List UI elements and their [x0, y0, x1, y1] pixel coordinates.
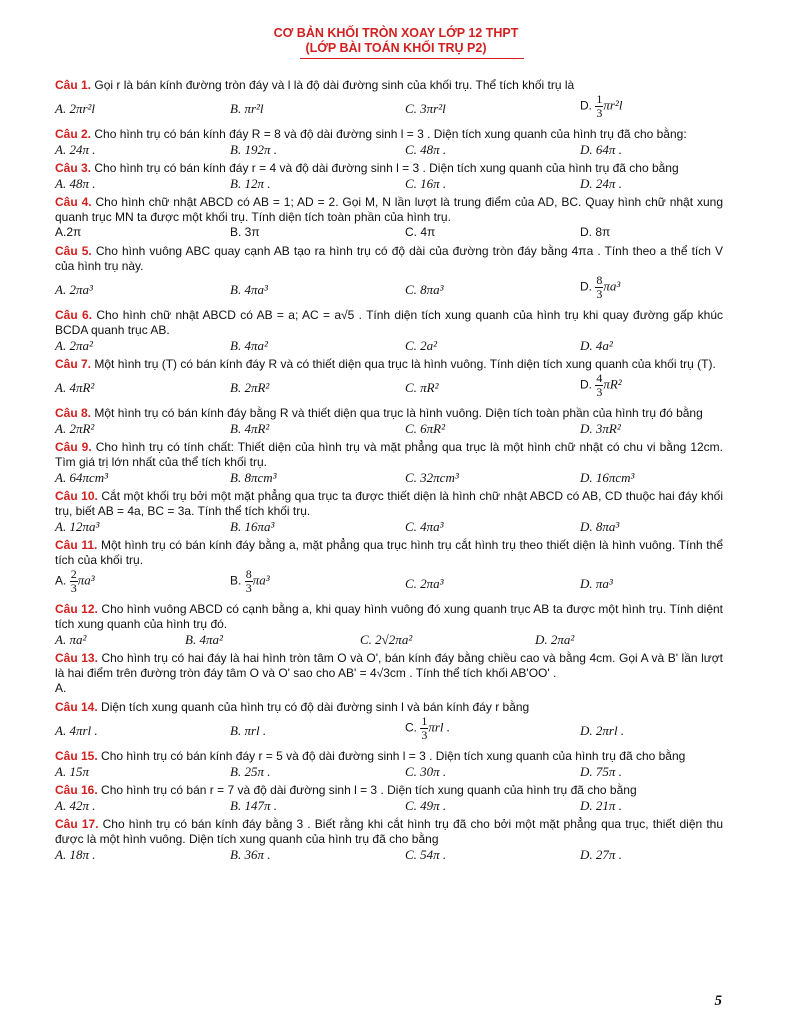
question-3: Câu 3. Cho hình trụ có bán kính đáy r = 4 và độ dài đường sinh l = 3 . Diện tích xung quanh của hình trụ đã cho bằng: [55, 161, 679, 175]
option-a[interactable]: A. 42π .: [55, 798, 96, 813]
question-6: Câu 6. Cho hình chữ nhật ABCD có AB = a; AC = a√5 . Tính diện tích xung quanh của hình trụ khi quay đường gấp khúc BCDA quanh trục AB.: [55, 308, 724, 337]
question-list: [55, 78, 723, 866]
question-4: Câu 4. Cho hình chữ nhật ABCD có AB = 1; AD = 2. Gọi M, N lần lượt là trung điểm của AD, BC. Quay hình chữ nhật xung quanh trục MN ta được một khối trụ. Tính diện tích toàn phần của hình trụ.: [55, 195, 723, 224]
question-3-options: [55, 176, 723, 193]
option-d[interactable]: D. 27π .: [580, 847, 622, 862]
option-a[interactable]: A. 18π .: [55, 847, 96, 862]
option-d[interactable]: D. 24π .: [580, 176, 622, 191]
question-14: Câu 14. Diện tích xung quanh của hình trụ có độ dài đường sinh l và bán kính đáy r bằng: [55, 700, 530, 714]
page-title: CƠ BẢN KHỐI TRÒN XOAY LỚP 12 THPT: [273, 26, 519, 40]
option-c[interactable]: C. 8πa³: [405, 282, 444, 297]
question-1: Câu 1. Gọi r là bán kính đường tròn đáy và l là độ dài đường sinh của khối trụ. Thể tích khối trụ là: [55, 78, 575, 92]
option-a[interactable]: A. 2πr²l: [55, 101, 96, 116]
title-underline: [300, 58, 524, 59]
question-12: Câu 12. Cho hình vuông ABCD có cạnh bằng a, khi quay hình vuông đó xung quanh trục AB ta được một hình trụ. Tính diệnt tích xung quanh của hình trụ đó.: [55, 602, 724, 631]
option-b[interactable]: B. πrl .: [230, 723, 267, 738]
option-b[interactable]: B. 3π: [230, 225, 260, 239]
option-c[interactable]: C. 30π .: [405, 764, 447, 779]
option-d[interactable]: D. 4a²: [580, 338, 613, 353]
option-b[interactable]: B. 147π .: [230, 798, 277, 813]
question-2: Câu 2. Cho hình trụ có bán kính đáy R = 8 và độ dài đường sinh l = 3 . Diện tích xung quanh của hình trụ đã cho bằng:: [55, 127, 687, 141]
option-a[interactable]: A. 2πa³: [55, 282, 93, 297]
option-a[interactable]: A. 15π: [55, 764, 89, 779]
option-c[interactable]: C. 16π .: [405, 176, 447, 191]
option-c[interactable]: C. 49π .: [405, 798, 447, 813]
option-b[interactable]: B. 2πR²: [230, 380, 270, 395]
question-6-options: [55, 338, 723, 355]
question-5: Câu 5. Cho hình vuông ABC quay cạnh AB tạo ra hình trụ có độ dài của đường tròn đáy bằng 4πa . Tính theo a thể tích V của hình trụ này.: [55, 244, 724, 273]
question-15-options: [55, 764, 723, 781]
option-b[interactable]: B. 4πa²: [230, 338, 268, 353]
option-a[interactable]: A. 4πR²: [55, 380, 95, 395]
option-c[interactable]: C. 2πa³: [405, 576, 444, 591]
question-2-options: [55, 142, 723, 159]
option-d[interactable]: D. 64π .: [580, 142, 622, 157]
question-16-options: [55, 798, 723, 815]
option-b[interactable]: B. 4πR²: [230, 421, 270, 436]
option-a[interactable]: A.2π: [55, 225, 82, 239]
option-d[interactable]: D. 2πa²: [535, 632, 575, 647]
option-c[interactable]: C. 3πr²l: [405, 101, 446, 116]
option-a[interactable]: A. 2πR²: [55, 421, 95, 436]
option-d[interactable]: D. 2πrl .: [580, 723, 625, 738]
option-d[interactable]: D. 21π .: [580, 798, 622, 813]
option-b[interactable]: B. 25π .: [230, 764, 271, 779]
option-b[interactable]: B. 192π .: [230, 142, 277, 157]
option-c[interactable]: C. 2a²: [405, 338, 438, 353]
question-7-options: [55, 372, 723, 404]
option-b[interactable]: B. 4πa²: [185, 632, 223, 647]
question-14-options: [55, 715, 723, 747]
option-d[interactable]: D. 16πcm³: [580, 470, 635, 485]
question-13: Câu 13. Cho hình trụ có hai đáy là hai hình tròn tâm O và O', bán kính đáy bằng chiều cao và bằng 4cm. Gọi A và B' lần lượt là hai điểm trên đường tròn đáy tâm O và O' sao cho AB' = 4√3cm . Tính thể tích khối AB'OO' .: [55, 651, 724, 680]
question-8: Câu 8. Một hình trụ có bán kính đáy bằng R và thiết diện qua trục là hình vuông. Diện tích toàn phần của hình trụ đó bằng: [55, 406, 703, 420]
option-c[interactable]: C. 2√2πa²: [360, 632, 413, 647]
question-8-options: [55, 421, 723, 438]
option-c[interactable]: C. 4π: [405, 225, 436, 239]
option-c[interactable]: C. $\frac{1}{3}$ πrl .: [405, 714, 451, 742]
option-b[interactable]: B. 16πa³: [230, 519, 275, 534]
question-13-options: [55, 681, 723, 698]
option-c[interactable]: C. 48π .: [405, 142, 447, 157]
option-a[interactable]: A. 64πcm³: [55, 470, 109, 485]
option-d[interactable]: D. πa³: [580, 576, 613, 591]
option-c[interactable]: C. 32πcm³: [405, 470, 459, 485]
option-d[interactable]: D. $\frac{1}{3}$ πr²l: [580, 92, 623, 120]
page-subtitle: (LỚP BÀI TOÁN KHỐI TRỤ P2): [305, 41, 487, 55]
question-16: Câu 16. Cho hình trụ có bán r = 7 và độ dài đường sinh l = 3 . Diện tích xung quanh của hình trụ đã cho bằng: [55, 783, 637, 797]
question-9-options: [55, 470, 723, 487]
option-b[interactable]: B. 12π .: [230, 176, 271, 191]
option-a[interactable]: A. 4πrl .: [55, 723, 98, 738]
question-17: Câu 17. Cho hình trụ có bán kính đáy bằng 3 . Biết rằng khi cắt hình trụ đã cho bởi một mặt phẳng qua trục, thiết diện thu được là một hình vuông. Diện tích xung quanh của hình trụ đã cho bằng: [55, 817, 724, 846]
option-a[interactable]: A. 2πa²: [55, 338, 93, 353]
question-10-options: [55, 519, 723, 536]
option-d[interactable]: D. $\frac{4}{3}$ πR²: [580, 371, 622, 399]
question-5-options: [55, 274, 723, 306]
option-b[interactable]: B. πr²l: [230, 101, 264, 116]
question-11: Câu 11. Một hình trụ có bán kính đáy bằng a, mặt phẳng qua trục hình trụ cắt hình trụ theo thiết diện là hình vuông. Tính thể tích của khối trụ.: [55, 538, 723, 567]
option-c[interactable]: C. πR²: [405, 380, 439, 395]
question-7: Câu 7. Một hình trụ (T) có bán kính đáy R và có thiết diện qua trục là hình vuông. Tính diện tích xung quanh của khối trụ (T).: [55, 357, 716, 371]
option-d[interactable]: D. 8πa³: [580, 519, 620, 534]
question-1-options: [55, 93, 723, 125]
page-number: 5: [714, 993, 722, 1009]
question-17-options: [55, 847, 723, 864]
option-d[interactable]: D. 8π: [580, 225, 611, 239]
option-b[interactable]: B. 36π .: [230, 847, 271, 862]
option-b[interactable]: B. 4πa³: [230, 282, 268, 297]
option-d[interactable]: D. 75π .: [580, 764, 622, 779]
option-d[interactable]: D. 3πR²: [580, 421, 621, 436]
question-4-options: [55, 225, 723, 242]
question-12-options: [55, 632, 723, 649]
question-10: Câu 10. Cắt một khối trụ bởi một mặt phẳng qua trục ta được thiết diện là hình chữ nhật ABCD có AB, CD thuộc hai đáy khối trụ, biết AB = 4a, BC = 3a. Tính thể tích khối trụ.: [55, 489, 724, 518]
option-a[interactable]: A. $\frac{2}{3}$ πa³: [55, 567, 95, 595]
question-15: Câu 15. Cho hình trụ có bán kính đáy r = 5 và độ dài đường sinh l = 3 . Diện tích xung quanh của hình trụ đã cho bằng: [55, 749, 686, 763]
option-c[interactable]: C. 4πa³: [405, 519, 444, 534]
option-a[interactable]: A. πa²: [55, 632, 87, 647]
option-a[interactable]: A.: [55, 681, 67, 695]
option-b[interactable]: B. $\frac{8}{3}$ πa³: [230, 567, 270, 595]
option-c[interactable]: C. 54π .: [405, 847, 447, 862]
option-d[interactable]: D. $\frac{8}{3}$ πa³: [580, 273, 621, 301]
question-11-options: [55, 568, 723, 600]
option-c[interactable]: C. 6πR²: [405, 421, 446, 436]
question-9: Câu 9. Cho hình trụ có tính chất: Thiết diện của hình trụ và mặt phẳng qua trục là một hình chữ nhật có chu vi bằng 12cm. Tìm giá trị lớn nhất của thể tích khối trụ.: [55, 440, 723, 469]
option-a[interactable]: A. 12πa³: [55, 519, 100, 534]
option-b[interactable]: B. 8πcm³: [230, 470, 277, 485]
option-a[interactable]: A. 48π .: [55, 176, 96, 191]
option-a[interactable]: A. 24π .: [55, 142, 96, 157]
